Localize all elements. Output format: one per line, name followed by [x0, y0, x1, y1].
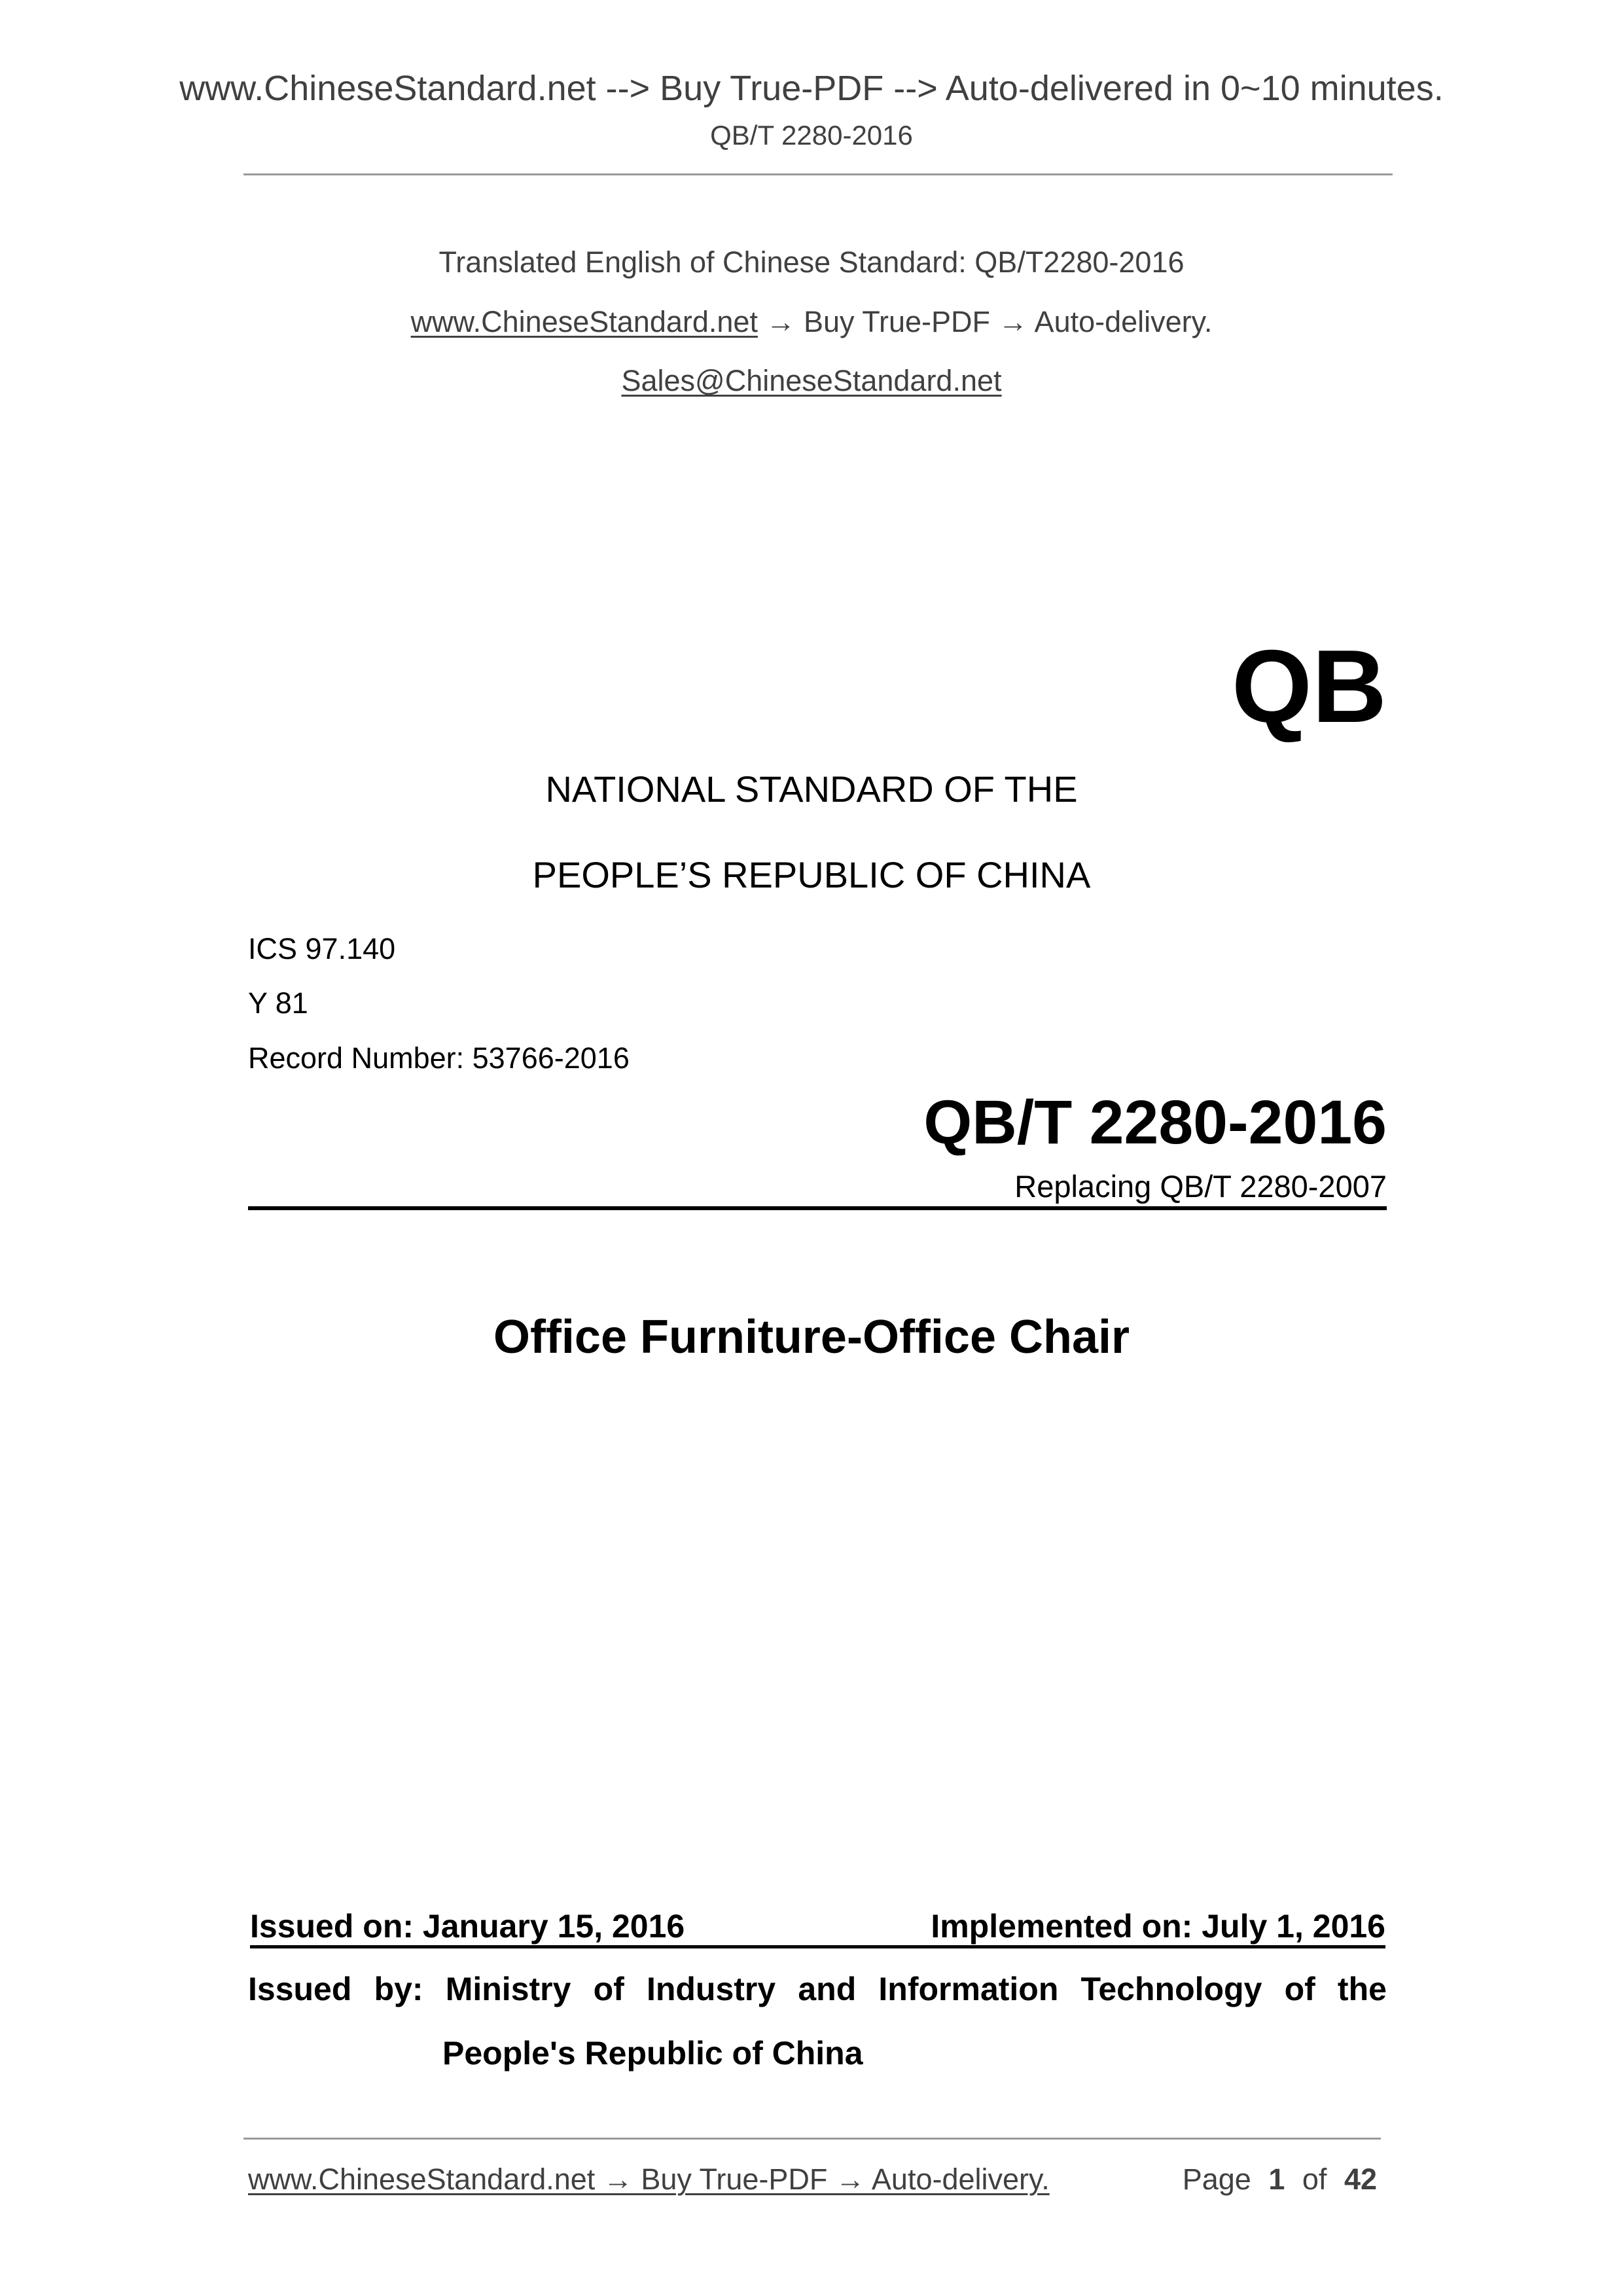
issued-by-word: of: [593, 1971, 624, 2007]
issued-by-word: the: [1337, 1971, 1387, 2007]
issued-by-word: Issued: [248, 1971, 352, 2007]
replacing-note: Replacing QB/T 2280-2007: [1014, 1169, 1387, 1204]
page-label: Page: [1182, 2162, 1251, 2196]
email-link[interactable]: Sales@ChineseStandard.net: [621, 364, 1002, 397]
issued-on: Issued on: January 15, 2016: [250, 1908, 685, 1945]
translated-note: Translated English of Chinese Standard: QB/T2280-2016: [438, 245, 1185, 279]
national-line-2: PEOPLE’S REPUBLIC OF CHINA: [532, 854, 1091, 895]
ics-code: ICS 97.140: [248, 932, 396, 965]
site-line: [0, 307, 1623, 336]
issued-by-word: Technology: [1080, 1971, 1262, 2007]
y-code: Y 81: [248, 986, 308, 1020]
issued-by-word: and: [798, 1971, 857, 2007]
issued-by-word: by:: [374, 1971, 423, 2007]
implemented-on: Implemented on: July 1, 2016: [931, 1908, 1385, 1945]
issued-by-line-2: People's Republic of China: [442, 2035, 863, 2072]
issued-by-word: Information: [878, 1971, 1059, 2007]
issued-by-word: Ministry: [445, 1971, 571, 2007]
standard-logo: QB: [1232, 629, 1387, 744]
document-title: Office Furniture-Office Chair: [493, 1311, 1130, 1363]
issued-by-word: Industry: [646, 1971, 776, 2007]
standard-number: QB/T 2280-2016: [923, 1088, 1387, 1157]
issued-by-line-1: [248, 1973, 1387, 2005]
page-total: 42: [1344, 2162, 1377, 2196]
footer-link[interactable]: www.ChineseStandard.net → Buy True-PDF → Auto-delivery.: [248, 2162, 1050, 2196]
page-indicator: [1183, 2164, 1377, 2194]
page-number: 1: [1268, 2162, 1285, 2196]
header-divider: [243, 173, 1393, 175]
national-line-1: NATIONAL STANDARD OF THE: [545, 768, 1078, 810]
issued-by-word: of: [1284, 1971, 1315, 2007]
of-label: of: [1302, 2162, 1327, 2196]
site-line-rest: → Buy True-PDF → Auto-delivery.: [757, 305, 1213, 338]
site-link[interactable]: www.ChineseStandard.net: [410, 305, 758, 338]
dates-row: [250, 1907, 1385, 1948]
email-line: [0, 366, 1623, 395]
header-banner: www.ChineseStandard.net --> Buy True-PDF --> Auto-delivered in 0~10 minutes.: [179, 69, 1444, 108]
footer-divider: [243, 2138, 1381, 2140]
cover-rule: [248, 1206, 1387, 1210]
record-number: Record Number: 53766-2016: [248, 1041, 630, 1075]
header-code: QB/T 2280-2016: [710, 120, 913, 151]
